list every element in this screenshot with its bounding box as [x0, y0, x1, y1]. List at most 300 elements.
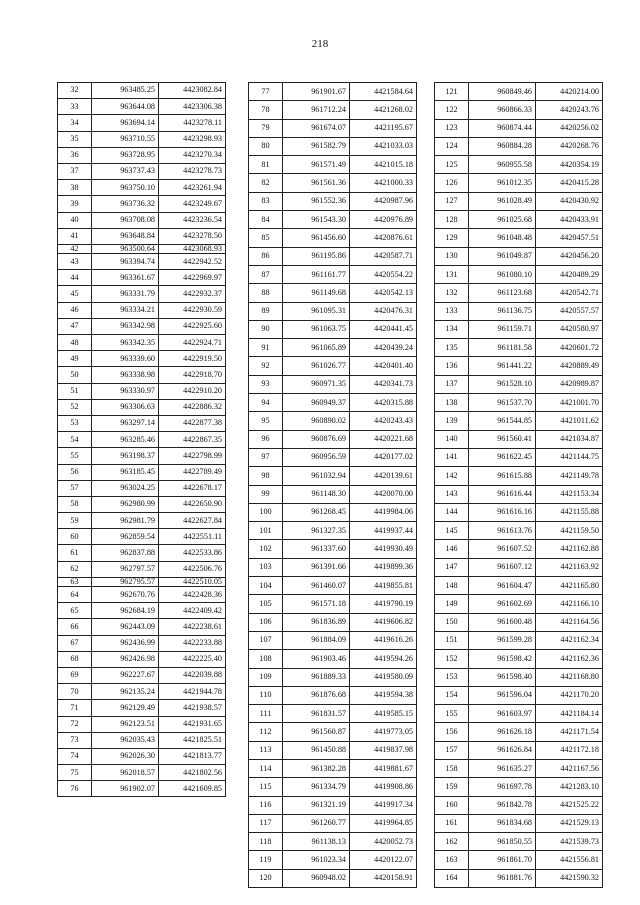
y-coordinate-cell: 4420987.96 — [350, 192, 417, 210]
y-coordinate-cell: 4421171.54 — [536, 723, 603, 741]
point-number-cell: 162 — [435, 833, 469, 851]
x-coordinate-cell: 960884.28 — [469, 137, 536, 155]
table-row — [58, 196, 226, 212]
table-row — [249, 503, 417, 521]
point-number-cell: 144 — [435, 503, 469, 521]
point-number-cell: 117 — [249, 814, 283, 832]
x-coordinate-cell: 961327.35 — [283, 522, 350, 540]
y-coordinate-cell: 4423270.34 — [159, 147, 226, 163]
point-number-cell: 47 — [58, 318, 92, 334]
point-number-cell: 53 — [58, 415, 92, 431]
y-coordinate-cell: 4421001.70 — [536, 394, 603, 412]
x-coordinate-cell: 961337.60 — [283, 540, 350, 558]
point-number-cell: 108 — [249, 650, 283, 668]
x-coordinate-cell: 961528.10 — [469, 375, 536, 393]
x-coordinate-cell: 961626.18 — [469, 723, 536, 741]
point-number-cell: 49 — [58, 351, 92, 367]
table-row — [58, 448, 226, 464]
y-coordinate-cell: 4421011.62 — [536, 412, 603, 430]
table-row — [58, 244, 226, 253]
y-coordinate-cell: 4419790.19 — [350, 595, 417, 613]
table-row — [249, 595, 417, 613]
x-coordinate-cell: 963198.37 — [92, 448, 159, 464]
table-row — [435, 229, 603, 247]
point-number-cell: 145 — [435, 522, 469, 540]
table-row — [435, 759, 603, 777]
x-coordinate-cell: 960849.46 — [469, 83, 536, 101]
y-coordinate-cell: 4420476.31 — [350, 302, 417, 320]
x-coordinate-cell: 960956.59 — [283, 448, 350, 466]
table-row — [58, 529, 226, 545]
y-coordinate-cell: 4422039.88 — [159, 667, 226, 683]
x-coordinate-cell: 961842.78 — [469, 796, 536, 814]
table-row — [249, 412, 417, 430]
point-number-cell: 91 — [249, 339, 283, 357]
table-row — [58, 496, 226, 512]
table-row — [58, 415, 226, 431]
x-coordinate-cell: 961321.19 — [283, 796, 350, 814]
point-number-cell: 85 — [249, 229, 283, 247]
y-coordinate-cell: 4419594.38 — [350, 686, 417, 704]
y-coordinate-cell: 4419580.09 — [350, 668, 417, 686]
table-row — [58, 464, 226, 480]
point-number-cell: 156 — [435, 723, 469, 741]
x-coordinate-cell: 961544.85 — [469, 412, 536, 430]
table-row — [249, 705, 417, 723]
table-row — [58, 545, 226, 561]
y-coordinate-cell: 4420401.40 — [350, 357, 417, 375]
x-coordinate-cell: 963334.21 — [92, 302, 159, 318]
point-number-cell: 56 — [58, 464, 92, 480]
x-coordinate-cell: 961881.76 — [469, 869, 536, 887]
table-row — [58, 480, 226, 496]
y-coordinate-cell: 4420542.13 — [350, 284, 417, 302]
x-coordinate-cell: 961602.69 — [469, 595, 536, 613]
table-row — [435, 137, 603, 155]
y-coordinate-cell: 4420268.76 — [536, 137, 603, 155]
y-coordinate-cell: 4421825.51 — [159, 732, 226, 748]
x-coordinate-cell: 960890.02 — [283, 412, 350, 430]
x-coordinate-cell: 963185.45 — [92, 464, 159, 480]
point-number-cell: 39 — [58, 196, 92, 212]
point-number-cell: 86 — [249, 247, 283, 265]
table-row — [249, 284, 417, 302]
y-coordinate-cell: 4421184.14 — [536, 705, 603, 723]
x-coordinate-cell: 961903.46 — [283, 650, 350, 668]
point-number-cell: 51 — [58, 383, 92, 399]
y-coordinate-cell: 4420070.00 — [350, 485, 417, 503]
x-coordinate-cell: 963708.08 — [92, 212, 159, 228]
point-number-cell: 109 — [249, 668, 283, 686]
table-row — [435, 83, 603, 101]
x-coordinate-cell: 962837.88 — [92, 545, 159, 561]
x-coordinate-cell: 961613.76 — [469, 522, 536, 540]
x-coordinate-cell: 961334.79 — [283, 778, 350, 796]
x-coordinate-cell: 963644.08 — [92, 99, 159, 115]
x-coordinate-cell: 961850.55 — [469, 833, 536, 851]
point-number-cell: 125 — [435, 156, 469, 174]
point-number-cell: 63 — [58, 577, 92, 586]
x-coordinate-cell: 963728.95 — [92, 147, 159, 163]
point-number-cell: 46 — [58, 302, 92, 318]
y-coordinate-cell: 4422930.59 — [159, 302, 226, 318]
table-row — [249, 339, 417, 357]
table-row — [58, 131, 226, 147]
table-row — [58, 577, 226, 586]
y-coordinate-cell: 4422918.70 — [159, 367, 226, 383]
y-coordinate-cell: 4422789.49 — [159, 464, 226, 480]
table-row — [58, 748, 226, 764]
table-row — [249, 668, 417, 686]
point-number-cell: 54 — [58, 432, 92, 448]
x-coordinate-cell: 962980.99 — [92, 496, 159, 512]
table-row — [435, 705, 603, 723]
table-row — [58, 302, 226, 318]
x-coordinate-cell: 961382.28 — [283, 759, 350, 777]
table-row — [58, 212, 226, 228]
table-row — [249, 137, 417, 155]
y-coordinate-cell: 4421162.88 — [536, 540, 603, 558]
point-number-cell: 64 — [58, 587, 92, 603]
y-coordinate-cell: 4422798.99 — [159, 448, 226, 464]
x-coordinate-cell: 961136.75 — [469, 302, 536, 320]
table-row — [249, 522, 417, 540]
point-number-cell: 143 — [435, 485, 469, 503]
point-number-cell: 118 — [249, 833, 283, 851]
table-row — [58, 318, 226, 334]
y-coordinate-cell: 4422678.17 — [159, 480, 226, 496]
table-row — [249, 394, 417, 412]
table-row — [435, 192, 603, 210]
table-row — [249, 320, 417, 338]
point-number-cell: 65 — [58, 603, 92, 619]
x-coordinate-cell: 961195.86 — [283, 247, 350, 265]
y-coordinate-cell: 4419964.85 — [350, 814, 417, 832]
table-row — [249, 448, 417, 466]
table-row — [249, 485, 417, 503]
table-row — [58, 163, 226, 179]
y-coordinate-cell: 4421170.20 — [536, 686, 603, 704]
y-coordinate-cell: 4420158.91 — [350, 869, 417, 887]
table-row — [58, 254, 226, 270]
y-coordinate-cell: 4422409.42 — [159, 603, 226, 619]
table-row — [435, 412, 603, 430]
point-number-cell: 146 — [435, 540, 469, 558]
table-row — [435, 156, 603, 174]
table-row — [58, 700, 226, 716]
y-coordinate-cell: 4420441.45 — [350, 320, 417, 338]
x-coordinate-cell: 963736.32 — [92, 196, 159, 212]
y-coordinate-cell: 4420456.20 — [536, 247, 603, 265]
x-coordinate-cell: 961560.87 — [283, 723, 350, 741]
point-number-cell: 92 — [249, 357, 283, 375]
table-row — [249, 430, 417, 448]
table-row — [435, 833, 603, 851]
y-coordinate-cell: 4421944.78 — [159, 684, 226, 700]
y-coordinate-cell: 4420976.89 — [350, 211, 417, 229]
x-coordinate-cell: 961123.68 — [469, 284, 536, 302]
table-row — [249, 851, 417, 869]
x-coordinate-cell: 961138.13 — [283, 833, 350, 851]
y-coordinate-cell: 4421164.56 — [536, 613, 603, 631]
table-row — [58, 587, 226, 603]
table-row — [435, 613, 603, 631]
y-coordinate-cell: 4423278.73 — [159, 163, 226, 179]
point-number-cell: 102 — [249, 540, 283, 558]
table-row — [58, 228, 226, 244]
y-coordinate-cell: 4421813.77 — [159, 748, 226, 764]
point-number-cell: 32 — [58, 83, 92, 99]
point-number-cell: 99 — [249, 485, 283, 503]
table-row — [249, 723, 417, 741]
x-coordinate-cell: 961048.48 — [469, 229, 536, 247]
point-number-cell: 163 — [435, 851, 469, 869]
point-number-cell: 84 — [249, 211, 283, 229]
y-coordinate-cell: 4419908.86 — [350, 778, 417, 796]
table-row — [435, 174, 603, 192]
y-coordinate-cell: 4419881.67 — [350, 759, 417, 777]
x-coordinate-cell: 961599.28 — [469, 631, 536, 649]
y-coordinate-cell: 4422969.97 — [159, 270, 226, 286]
y-coordinate-cell: 4419917.34 — [350, 796, 417, 814]
table-row — [58, 367, 226, 383]
table-row — [249, 577, 417, 595]
x-coordinate-cell: 961181.58 — [469, 339, 536, 357]
y-coordinate-cell: 4419773.05 — [350, 723, 417, 741]
table-row — [435, 595, 603, 613]
y-coordinate-cell: 4420415.28 — [536, 174, 603, 192]
y-coordinate-cell: 4420580.97 — [536, 320, 603, 338]
point-number-cell: 93 — [249, 375, 283, 393]
table-row — [249, 759, 417, 777]
table-row — [435, 631, 603, 649]
y-coordinate-cell: 4421938.57 — [159, 700, 226, 716]
point-number-cell: 130 — [435, 247, 469, 265]
point-number-cell: 83 — [249, 192, 283, 210]
x-coordinate-cell: 961537.70 — [469, 394, 536, 412]
point-number-cell: 67 — [58, 635, 92, 651]
x-coordinate-cell: 961902.07 — [92, 781, 159, 797]
x-coordinate-cell: 961063.75 — [283, 320, 350, 338]
y-coordinate-cell: 4422533.86 — [159, 545, 226, 561]
x-coordinate-cell: 961149.68 — [283, 284, 350, 302]
table-row — [58, 513, 226, 529]
y-coordinate-cell: 4420601.72 — [536, 339, 603, 357]
y-coordinate-cell: 4422932.37 — [159, 286, 226, 302]
table-row — [435, 211, 603, 229]
point-number-cell: 35 — [58, 131, 92, 147]
y-coordinate-cell: 4421166.10 — [536, 595, 603, 613]
point-number-cell: 59 — [58, 513, 92, 529]
point-number-cell: 34 — [58, 115, 92, 131]
table-row — [58, 286, 226, 302]
table-row — [249, 778, 417, 796]
x-coordinate-cell: 963394.74 — [92, 254, 159, 270]
point-number-cell: 142 — [435, 467, 469, 485]
y-coordinate-cell: 4423068.93 — [159, 244, 226, 253]
table-row — [435, 814, 603, 832]
table-row — [435, 394, 603, 412]
y-coordinate-cell: 4419984.06 — [350, 503, 417, 521]
table-row — [435, 796, 603, 814]
coordinates-table-3 — [434, 82, 603, 888]
table-row — [249, 650, 417, 668]
table-row — [58, 335, 226, 351]
point-number-cell: 113 — [249, 741, 283, 759]
x-coordinate-cell: 961615.88 — [469, 467, 536, 485]
point-number-cell: 138 — [435, 394, 469, 412]
point-number-cell: 55 — [58, 448, 92, 464]
y-coordinate-cell: 4421802.56 — [159, 765, 226, 781]
table-row — [435, 119, 603, 137]
x-coordinate-cell: 963500.64 — [92, 244, 159, 253]
table-row — [249, 119, 417, 137]
table-row — [435, 668, 603, 686]
point-number-cell: 82 — [249, 174, 283, 192]
table-row — [435, 869, 603, 887]
y-coordinate-cell: 4421609.85 — [159, 781, 226, 797]
y-coordinate-cell: 4420139.61 — [350, 467, 417, 485]
point-number-cell: 152 — [435, 650, 469, 668]
x-coordinate-cell: 962026.30 — [92, 748, 159, 764]
x-coordinate-cell: 962797.57 — [92, 561, 159, 577]
x-coordinate-cell: 961616.44 — [469, 485, 536, 503]
table-row — [58, 351, 226, 367]
table-row — [435, 686, 603, 704]
point-number-cell: 123 — [435, 119, 469, 137]
y-coordinate-cell: 4422886.32 — [159, 399, 226, 415]
point-number-cell: 94 — [249, 394, 283, 412]
table-row — [435, 302, 603, 320]
y-coordinate-cell: 4419606.82 — [350, 613, 417, 631]
point-number-cell: 135 — [435, 339, 469, 357]
point-number-cell: 78 — [249, 101, 283, 119]
point-number-cell: 60 — [58, 529, 92, 545]
point-number-cell: 121 — [435, 83, 469, 101]
table-row — [435, 503, 603, 521]
x-coordinate-cell: 961552.36 — [283, 192, 350, 210]
point-number-cell: 61 — [58, 545, 92, 561]
x-coordinate-cell: 961604.47 — [469, 577, 536, 595]
point-number-cell: 66 — [58, 619, 92, 635]
point-number-cell: 159 — [435, 778, 469, 796]
y-coordinate-cell: 4421584.64 — [350, 83, 417, 101]
y-coordinate-cell: 4420889.49 — [536, 357, 603, 375]
x-coordinate-cell: 963648.84 — [92, 228, 159, 244]
point-number-cell: 157 — [435, 741, 469, 759]
table-row — [435, 448, 603, 466]
x-coordinate-cell: 961561.36 — [283, 174, 350, 192]
y-coordinate-cell: 4420557.57 — [536, 302, 603, 320]
y-coordinate-cell: 4419594.26 — [350, 650, 417, 668]
point-number-cell: 124 — [435, 137, 469, 155]
table-row — [435, 485, 603, 503]
table-row — [435, 577, 603, 595]
x-coordinate-cell: 961889.33 — [283, 668, 350, 686]
table-row — [249, 192, 417, 210]
x-coordinate-cell: 961831.57 — [283, 705, 350, 723]
x-coordinate-cell: 961268.45 — [283, 503, 350, 521]
x-coordinate-cell: 960948.02 — [283, 869, 350, 887]
x-coordinate-cell: 962129.49 — [92, 700, 159, 716]
table-row — [435, 558, 603, 576]
point-number-cell: 104 — [249, 577, 283, 595]
y-coordinate-cell: 4420554.22 — [350, 265, 417, 283]
x-coordinate-cell: 961441.22 — [469, 357, 536, 375]
y-coordinate-cell: 4422867.35 — [159, 432, 226, 448]
table-row — [58, 635, 226, 651]
x-coordinate-cell: 963297.14 — [92, 415, 159, 431]
x-coordinate-cell: 963750.10 — [92, 180, 159, 196]
point-number-cell: 134 — [435, 320, 469, 338]
point-number-cell: 68 — [58, 651, 92, 667]
table-row — [435, 247, 603, 265]
y-coordinate-cell: 4423278.11 — [159, 115, 226, 131]
point-number-cell: 126 — [435, 174, 469, 192]
y-coordinate-cell: 4420221.68 — [350, 430, 417, 448]
x-coordinate-cell: 961571.49 — [283, 156, 350, 174]
point-number-cell: 131 — [435, 265, 469, 283]
x-coordinate-cell: 961095.31 — [283, 302, 350, 320]
x-coordinate-cell: 962670.76 — [92, 587, 159, 603]
y-coordinate-cell: 4419937.44 — [350, 522, 417, 540]
point-number-cell: 41 — [58, 228, 92, 244]
point-number-cell: 81 — [249, 156, 283, 174]
y-coordinate-cell: 4420243.76 — [536, 101, 603, 119]
x-coordinate-cell: 960866.33 — [469, 101, 536, 119]
table-row — [249, 247, 417, 265]
x-coordinate-cell: 961836.89 — [283, 613, 350, 631]
x-coordinate-cell: 961607.12 — [469, 558, 536, 576]
point-number-cell: 119 — [249, 851, 283, 869]
y-coordinate-cell: 4422650.90 — [159, 496, 226, 512]
y-coordinate-cell: 4421159.50 — [536, 522, 603, 540]
coordinates-table-1 — [57, 82, 226, 797]
table-row — [58, 619, 226, 635]
point-number-cell: 50 — [58, 367, 92, 383]
x-coordinate-cell: 961622.45 — [469, 448, 536, 466]
y-coordinate-cell: 4420433.91 — [536, 211, 603, 229]
y-coordinate-cell: 4422428.36 — [159, 587, 226, 603]
table-row — [58, 83, 226, 99]
point-number-cell: 141 — [435, 448, 469, 466]
x-coordinate-cell: 960955.58 — [469, 156, 536, 174]
table-row — [435, 375, 603, 393]
y-coordinate-cell: 4421529.13 — [536, 814, 603, 832]
point-number-cell: 58 — [58, 496, 92, 512]
table-row — [249, 796, 417, 814]
table-row — [249, 357, 417, 375]
y-coordinate-cell: 4421172.18 — [536, 741, 603, 759]
x-coordinate-cell: 963342.35 — [92, 335, 159, 351]
x-coordinate-cell: 963285.46 — [92, 432, 159, 448]
coordinates-table-2 — [248, 82, 417, 888]
point-number-cell: 112 — [249, 723, 283, 741]
y-coordinate-cell: 4423298.93 — [159, 131, 226, 147]
point-number-cell: 158 — [435, 759, 469, 777]
x-coordinate-cell: 962018.57 — [92, 765, 159, 781]
y-coordinate-cell: 4421153.34 — [536, 485, 603, 503]
x-coordinate-cell: 962123.51 — [92, 716, 159, 732]
point-number-cell: 140 — [435, 430, 469, 448]
table-row — [58, 180, 226, 196]
table-row — [58, 99, 226, 115]
point-number-cell: 36 — [58, 147, 92, 163]
point-number-cell: 151 — [435, 631, 469, 649]
y-coordinate-cell: 4421034.87 — [536, 430, 603, 448]
x-coordinate-cell: 961674.07 — [283, 119, 350, 137]
x-coordinate-cell: 961456.60 — [283, 229, 350, 247]
